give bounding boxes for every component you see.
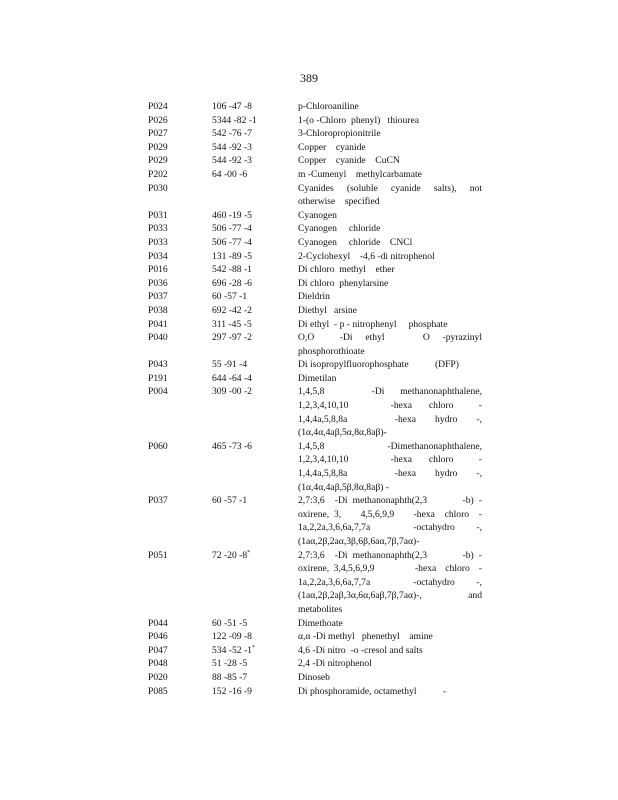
table-row xyxy=(148,358,488,372)
substance-name xyxy=(298,182,482,209)
hazardous-waste-code: P085 xyxy=(148,685,168,697)
substance-name-line: 1a,2,2a,3,6,6a,7,7a -octahydro -, xyxy=(298,576,482,588)
cas-number: 131 -89 -5 xyxy=(212,250,252,262)
cas-number: 64 -00 -6 xyxy=(212,168,248,180)
cas-number: 311 -45 -5 xyxy=(212,318,252,330)
table-row xyxy=(148,250,488,264)
substance-name-line: Diethyl arsine xyxy=(298,304,357,316)
substance-name-line: 1,4,4a,5,8,8a -hexa hydro -, xyxy=(298,468,482,480)
table-row xyxy=(148,236,488,250)
substance-name xyxy=(298,127,482,141)
cas-number: 72 -20 -8* xyxy=(212,549,251,561)
substance-name xyxy=(298,263,482,277)
table-row xyxy=(148,644,488,658)
table-row xyxy=(148,657,488,671)
substance-name xyxy=(298,100,482,114)
substance-name xyxy=(298,358,482,372)
substance-name-line: oxirene, 3,4,5,6,9,9 -hexa chloro - xyxy=(298,563,482,575)
table-row xyxy=(148,127,488,141)
hazardous-waste-code: P027 xyxy=(148,128,168,140)
cas-number: 465 -73 -6 xyxy=(212,440,252,452)
substance-name-line: 4,6 -Di nitro -o -cresol and salts xyxy=(298,644,423,656)
footnote-marker: * xyxy=(251,644,255,651)
substance-name-line: Cyanogen xyxy=(298,209,337,221)
substance-name xyxy=(298,331,482,358)
table-row xyxy=(148,168,488,182)
table-row xyxy=(148,100,488,114)
substance-name xyxy=(298,644,482,658)
footnote-marker: * xyxy=(247,549,251,556)
substance-name-line: metabolites xyxy=(298,603,343,615)
substance-name xyxy=(298,318,482,332)
cas-number: 460 -19 -5 xyxy=(212,209,252,221)
table-row xyxy=(148,685,488,699)
cas-number: 60 -57 -1 xyxy=(212,291,248,303)
hazardous-waste-code: P036 xyxy=(148,277,168,289)
substance-name xyxy=(298,372,482,386)
substance-name xyxy=(298,617,482,631)
substance-name-line: 2,7:3,6 -Di methanonaphth(2,3 -b) - xyxy=(298,549,482,561)
substance-name-line: phosphorothioate xyxy=(298,345,365,357)
page-number: 389 xyxy=(300,71,318,85)
substance-name-line: 1,4,5,8 -Di methanonaphthalene, xyxy=(298,386,482,398)
substance-name-line: Di chloro methyl ether xyxy=(298,264,395,276)
substance-name-line: Dimetilan xyxy=(298,372,337,384)
substance-name xyxy=(298,440,482,494)
substance-name-line: Cyanogen chloride xyxy=(298,223,381,235)
substance-name-line: 1,2,3,4,10,10 -hexa chloro - xyxy=(298,454,482,466)
substance-name-line: otherwise specified xyxy=(298,196,380,208)
substance-name xyxy=(298,154,482,168)
substance-name-line: (1α,4α,4aβ,5α,8α,8aβ)- xyxy=(298,427,387,439)
substance-name-line: Di ethyl - p - nitrophenyl phosphate xyxy=(298,318,448,330)
substance-name-line: 2,7:3,6 -Di methanonaphth(2,3 -b) - xyxy=(298,495,482,507)
substance-name xyxy=(298,277,482,291)
table-row xyxy=(148,222,488,236)
hazardous-waste-code: P191 xyxy=(148,372,168,384)
substance-name-line: 2-Cyclohexyl -4,6 -di nitrophenol xyxy=(298,250,435,262)
substance-name-line: m -Cumenyl methylcarbamate xyxy=(298,168,422,180)
hazardous-waste-code: P026 xyxy=(148,114,168,126)
substance-name-line: Dinoseb xyxy=(298,671,330,683)
hazardous-waste-code: P044 xyxy=(148,617,168,629)
cas-number: 297 -97 -2 xyxy=(212,332,252,344)
table-row xyxy=(148,549,488,617)
cas-number: 506 -77 -4 xyxy=(212,223,252,235)
table-row xyxy=(148,304,488,318)
hazardous-waste-code: P020 xyxy=(148,671,168,683)
cas-number: 60 -51 -5 xyxy=(212,617,248,629)
cas-number: 122 -09 -8 xyxy=(212,631,252,643)
cas-number: 106 -47 -8 xyxy=(212,101,252,112)
substance-name-line: O,O -Di ethyl O -pyrazinyl xyxy=(298,332,482,344)
substance-name xyxy=(298,209,482,223)
hazardous-waste-code: P038 xyxy=(148,304,168,316)
substance-name-line: Dimethoate xyxy=(298,617,343,629)
hazardous-waste-table xyxy=(148,100,488,698)
table-row xyxy=(148,494,488,548)
cas-number: 542 -88 -1 xyxy=(212,264,252,276)
cas-number: 51 -28 -5 xyxy=(212,658,248,670)
substance-name-line: Di phosphoramide, octamethyl - xyxy=(298,685,447,697)
cas-number: 309 -00 -2 xyxy=(212,386,252,398)
substance-name xyxy=(298,671,482,685)
table-row xyxy=(148,263,488,277)
table-row xyxy=(148,385,488,439)
cas-number: 55 -91 -4 xyxy=(212,359,248,371)
table-row xyxy=(148,154,488,168)
substance-name-line: Copper cyanide CuCN xyxy=(298,155,400,167)
table-row xyxy=(148,290,488,304)
substance-name-line: Cyanides (soluble cyanide salts), not xyxy=(298,182,482,194)
cas-number: 506 -77 -4 xyxy=(212,236,252,248)
hazardous-waste-code: P033 xyxy=(148,223,168,235)
hazardous-waste-code: P047 xyxy=(148,644,168,656)
substance-name-line: Di isopropylfluorophosphate (DFP) xyxy=(298,359,459,371)
hazardous-waste-code: P202 xyxy=(148,168,168,180)
hazardous-waste-code: P030 xyxy=(148,182,168,194)
hazardous-waste-code: P046 xyxy=(148,631,168,643)
substance-name-line: α,α -Di methyl phenethyl amine xyxy=(298,631,433,643)
substance-name-line: (1aα,2β,2aα,3β,6β,6aα,7β,7aα)- xyxy=(298,536,420,547)
substance-name-line: Di chloro phenylarsine xyxy=(298,277,389,289)
hazardous-waste-code: P034 xyxy=(148,250,168,262)
hazardous-waste-code: P051 xyxy=(148,549,168,561)
substance-name xyxy=(298,141,482,155)
table-row xyxy=(148,114,488,128)
substance-name xyxy=(298,236,482,250)
hazardous-waste-code: P029 xyxy=(148,141,168,153)
hazardous-waste-code: P033 xyxy=(148,236,168,248)
hazardous-waste-code: P060 xyxy=(148,440,168,452)
cas-number: 644 -64 -4 xyxy=(212,372,252,384)
cas-number: 5344 -82 -1 xyxy=(212,114,257,126)
substance-name xyxy=(298,630,482,644)
substance-name-line: Cyanogen chloride CNCl xyxy=(298,236,413,248)
substance-name xyxy=(298,168,482,182)
hazardous-waste-code: P041 xyxy=(148,318,168,330)
table-row xyxy=(148,440,488,494)
table-row xyxy=(148,372,488,386)
cas-number: 60 -57 -1 xyxy=(212,495,248,507)
substance-name-line: 3-Chloropropionitrile xyxy=(298,128,381,140)
hazardous-waste-code: P016 xyxy=(148,264,168,276)
substance-name-line: (1aα,2β,2aβ,3α,6α,6aβ,7β,7aα)-, and xyxy=(298,590,482,602)
cas-number: 542 -76 -7 xyxy=(212,128,252,140)
hazardous-waste-code: P048 xyxy=(148,658,168,670)
table-row xyxy=(148,331,488,358)
substance-name-line: 1,4,4a,5,8,8a -hexa hydro -, xyxy=(298,413,482,425)
table-row xyxy=(148,318,488,332)
hazardous-waste-code: P043 xyxy=(148,359,168,371)
hazardous-waste-code: P037 xyxy=(148,495,168,507)
cas-number: 152 -16 -9 xyxy=(212,685,252,697)
substance-name-line: 2,4 -Di nitrophenol xyxy=(298,658,372,670)
substance-name-line: 1-(o -Chloro phenyl) thiourea xyxy=(298,114,419,126)
cas-number: 534 -52 -1* xyxy=(212,644,255,656)
hazardous-waste-code: P040 xyxy=(148,332,168,344)
table-row xyxy=(148,277,488,291)
substance-name xyxy=(298,385,482,439)
cas-number xyxy=(212,182,298,209)
hazardous-waste-code: P024 xyxy=(148,101,168,112)
substance-name-line: 1,2,3,4,10,10 -hexa chloro - xyxy=(298,400,482,412)
substance-name xyxy=(298,549,482,617)
substance-name xyxy=(298,494,482,548)
substance-name xyxy=(298,250,482,264)
substance-name xyxy=(298,685,482,699)
substance-name-line: Copper cyanide xyxy=(298,141,366,153)
substance-name-line: p-Chloroaniline xyxy=(298,101,359,112)
substance-name xyxy=(298,290,482,304)
substance-name-line: 1,4,5,8 -Dimethanonaphthalene, xyxy=(298,440,482,452)
table-row xyxy=(148,617,488,631)
hazardous-waste-code: P037 xyxy=(148,291,168,303)
table-row xyxy=(148,630,488,644)
hazardous-waste-code: P031 xyxy=(148,209,168,221)
cas-number: 692 -42 -2 xyxy=(212,304,252,316)
substance-name-line: Dieldrin xyxy=(298,291,330,303)
substance-name xyxy=(298,222,482,236)
substance-name-line: (1α,4α,4aβ,5β,8α,8aβ) - xyxy=(298,481,389,493)
hazardous-waste-code: P004 xyxy=(148,386,168,398)
table-row xyxy=(148,141,488,155)
substance-name xyxy=(298,304,482,318)
table-row xyxy=(148,182,488,209)
cas-number: 88 -85 -7 xyxy=(212,671,248,683)
substance-name-line: 1a,2,2a,3,6,6a,7,7a -octahydro -, xyxy=(298,522,482,534)
cas-number: 544 -92 -3 xyxy=(212,155,252,167)
substance-name xyxy=(298,114,482,128)
substance-name xyxy=(298,657,482,671)
substance-name-line: oxirene, 3, 4,5,6,9,9 -hexa chloro - xyxy=(298,508,482,520)
cas-number: 544 -92 -3 xyxy=(212,141,252,153)
cas-number: 696 -28 -6 xyxy=(212,277,252,289)
hazardous-waste-code: P029 xyxy=(148,155,168,167)
table-row xyxy=(148,671,488,685)
table-row xyxy=(148,209,488,223)
